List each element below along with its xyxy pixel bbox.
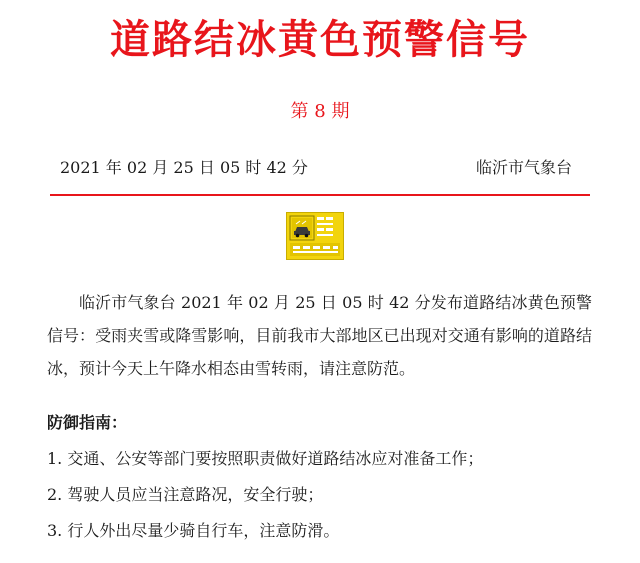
guide-list bbox=[47, 441, 607, 549]
issue-number: 第 8 期 bbox=[290, 101, 350, 122]
guide-heading: 防御指南： bbox=[47, 413, 128, 432]
guide-item: 2. 驾驶人员应当注意路况，安全行驶； bbox=[47, 485, 324, 504]
header-divider bbox=[50, 194, 590, 196]
road-icing-icon-graphic bbox=[287, 213, 343, 259]
issuer-name: 临沂市气象台 bbox=[475, 158, 572, 177]
guide-item: 1. 交通、公安等部门要按照职责做好道路结冰应对准备工作； bbox=[47, 449, 484, 468]
meta-row bbox=[60, 156, 572, 180]
issue-datetime: 2021 年 02 月 25 日 05 时 42 分 bbox=[60, 158, 308, 177]
warning-paragraph: 临沂市气象台 2021 年 02 月 25 日 05 时 42 分发布道路结冰黄色预警信号：受雨夹雪或降雪影响，目前我市大部地区已出现对交通有影响的道路结冰，预计今天上午降水相态由雪转雨，请注意防范。 bbox=[47, 293, 592, 378]
guide-item: 3. 行人外出尽量少骑自行车，注意防滑。 bbox=[47, 521, 340, 540]
road-icing-warning-icon bbox=[286, 212, 344, 260]
page-title: 道路结冰黄色预警信号 bbox=[110, 17, 530, 63]
